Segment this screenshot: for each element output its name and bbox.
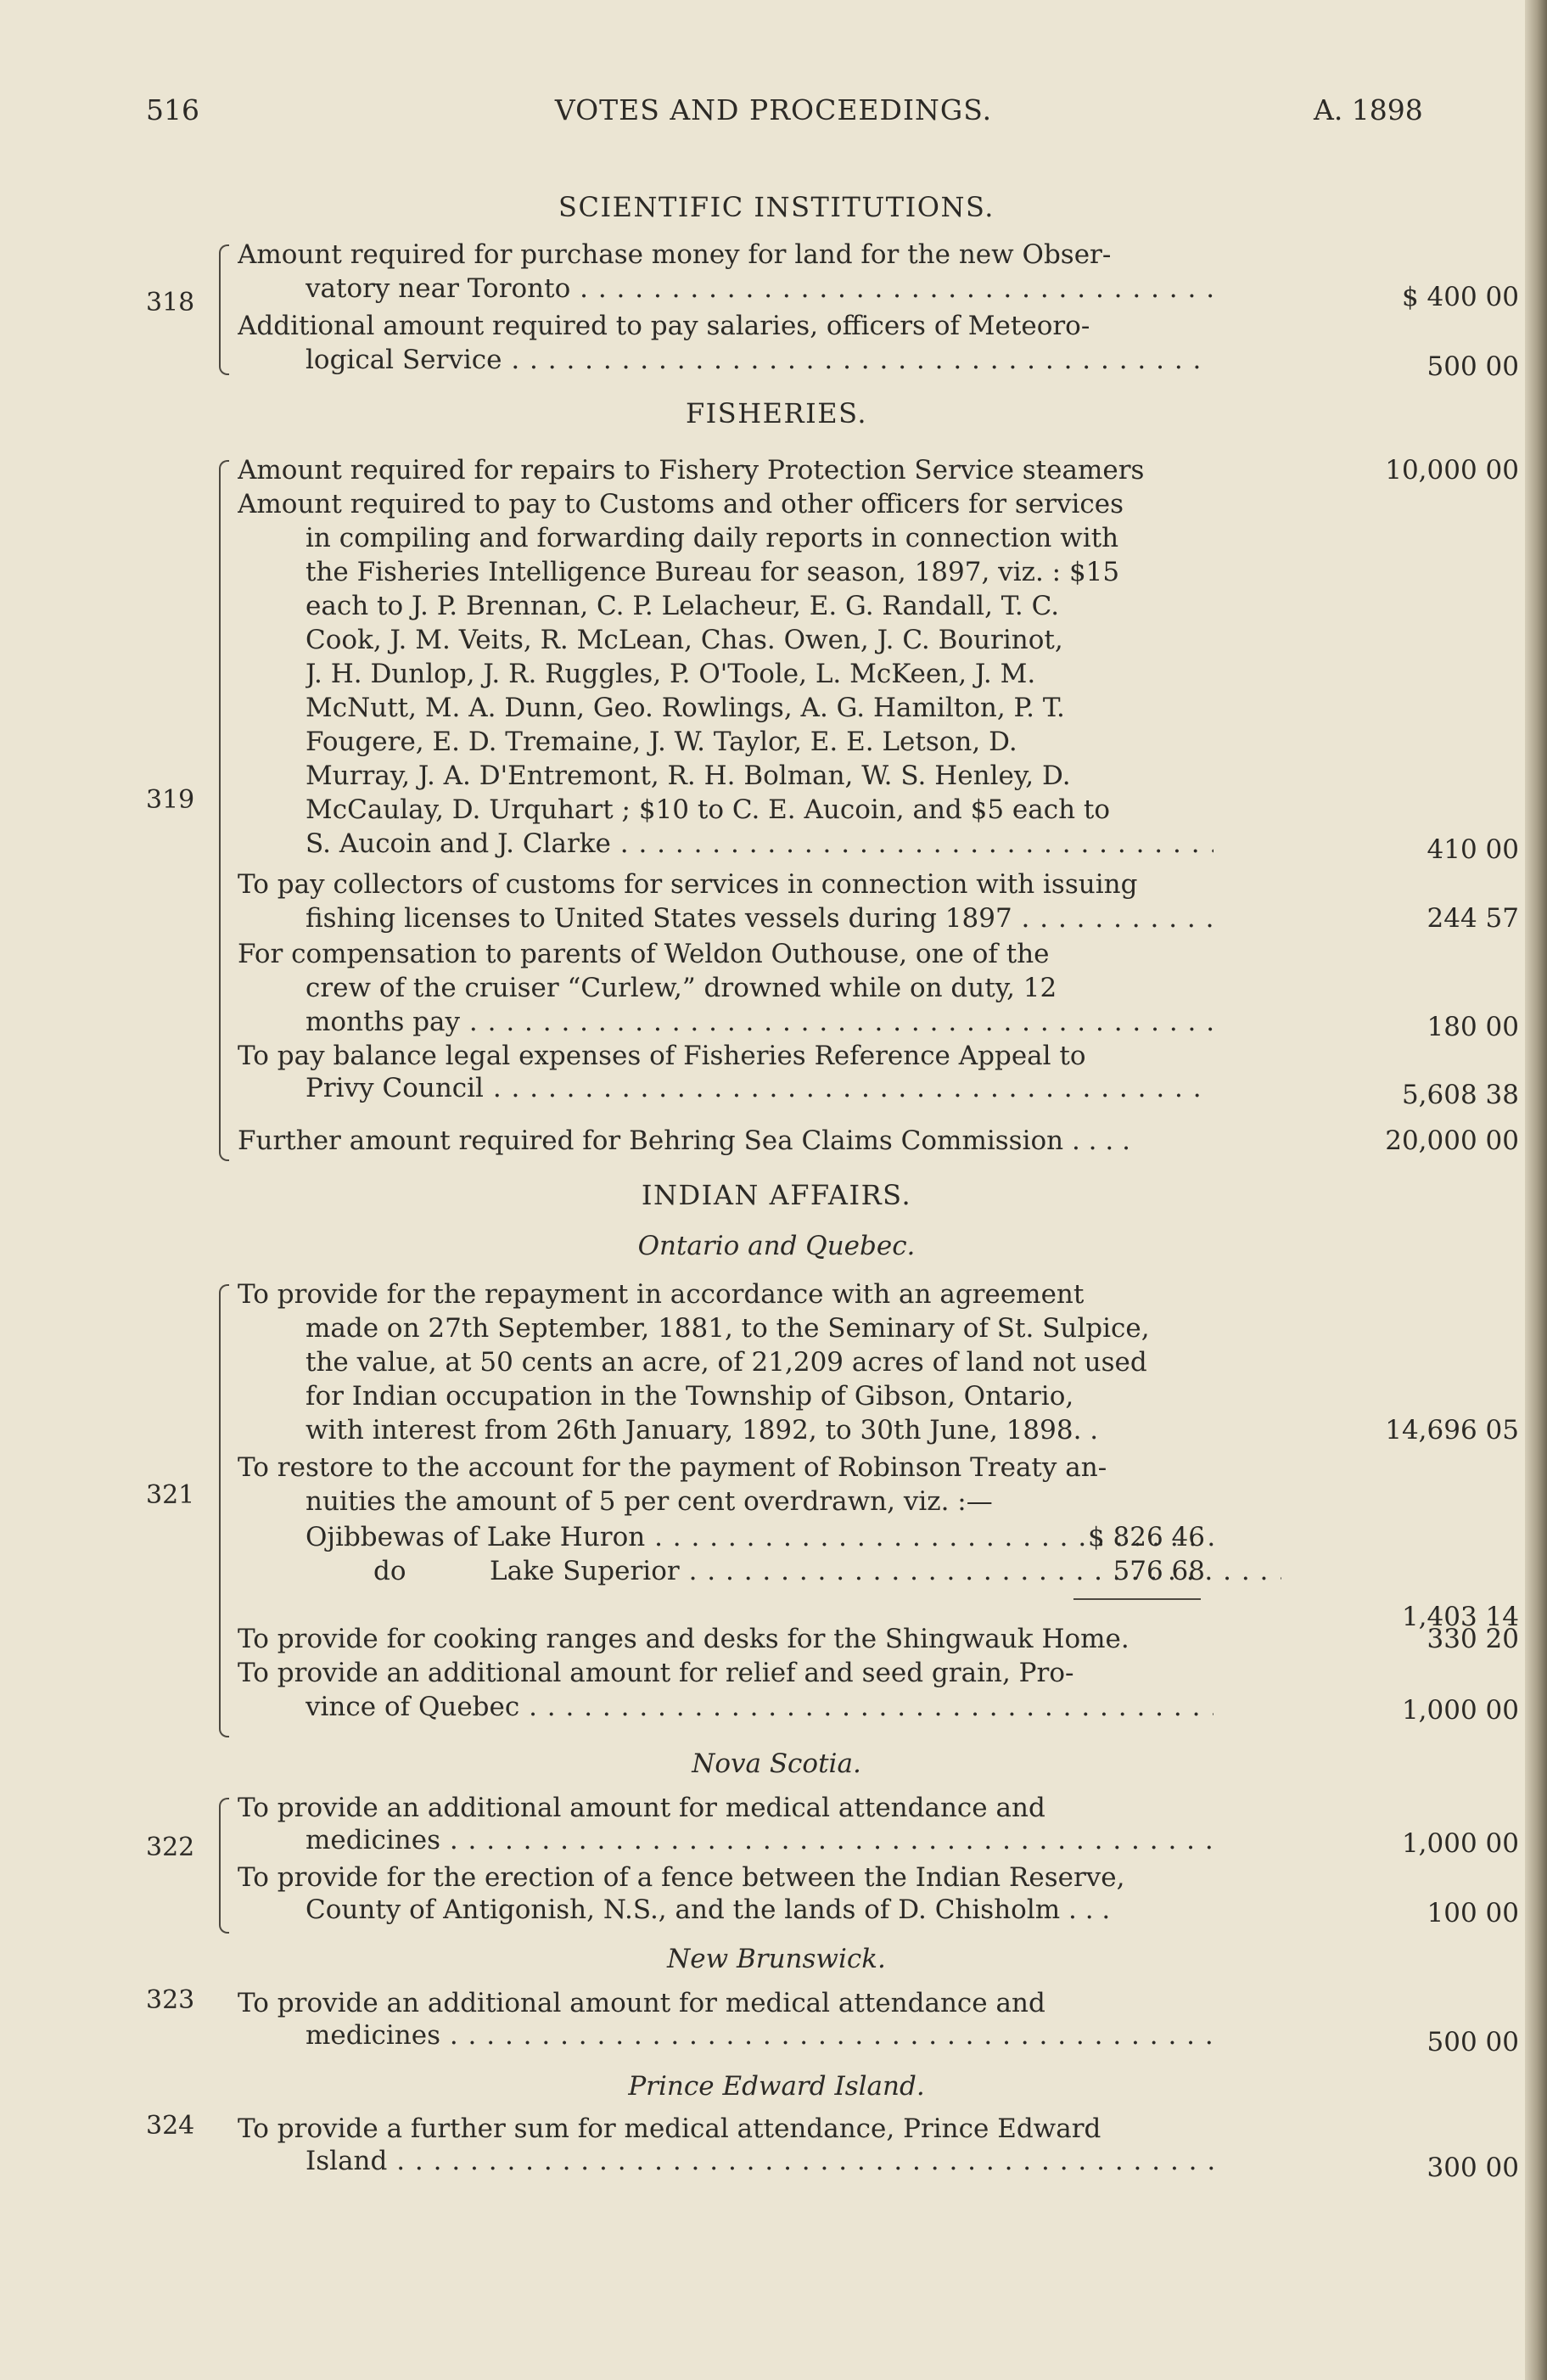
entry-amount: 10,000 00: [1385, 455, 1519, 486]
entry: [238, 453, 1527, 486]
entry: [238, 1039, 1527, 1110]
subheading-nova-scotia: Nova Scotia.: [692, 1749, 861, 1779]
entry-text: To provide for the repayment in accordance with an agreement: [238, 1279, 1085, 1310]
entry-amount: 100 00: [1426, 1898, 1519, 1928]
entry-text: vince of Quebec . . .: [305, 1690, 1213, 1724]
entry-text: Fougere, E. D. Tremaine, J. W. Taylor, E. E. Letson, D.: [305, 727, 1017, 757]
item-number: 318: [146, 288, 195, 317]
entry-text: J. H. Dunlop, J. R. Ruggles, P. O'Toole, L. McKeen, J. M.: [305, 659, 1036, 689]
entry-text: McNutt, M. A. Dunn, Geo. Rowlings, A. G. Hamilton, P. T.: [305, 693, 1065, 723]
entry-amount: 244 57: [1426, 903, 1519, 934]
entry-text: with interest from 26th January, 1892, to 30th June, 1898. .: [305, 1415, 1099, 1445]
entry-text: vatory near Toronto . . .: [305, 272, 1213, 306]
entry: [238, 1986, 1527, 2057]
entry-text: medicines . . .: [305, 1823, 1213, 1857]
entry-text: To provide for cooking ranges and desks for the Shingwauk Home.: [238, 1624, 1129, 1654]
entry-amount: 14,696 05: [1385, 1415, 1519, 1445]
entry-text: To restore to the account for the payment of Robinson Treaty an-: [238, 1452, 1107, 1483]
item-number: 323: [146, 1985, 195, 2015]
entry-amount: 180 00: [1426, 1012, 1519, 1042]
sub-entry-amount: 576 68: [1113, 1556, 1205, 1586]
entry-text: Additional amount required to pay salaries, officers of Meteoro-: [238, 311, 1090, 341]
entry-text: crew of the cruiser “Curlew,” drowned while on duty, 12: [305, 973, 1057, 1003]
entry-text: Further amount required for Behring Sea Claims Commission . . . .: [238, 1125, 1130, 1156]
entry-text: Island . . .: [305, 2144, 1213, 2178]
entry-text: Cook, J. M. Veits, R. McLean, Chas. Owen, J. C. Bourinot,: [305, 625, 1063, 655]
entry-text: To provide an additional amount for relief and seed grain, Pro-: [238, 1658, 1074, 1688]
entry-text: Privy Council . . .: [305, 1071, 1213, 1105]
sub-entry-amount: $ 826 46: [1087, 1522, 1205, 1552]
entry-text: McCaulay, D. Urquhart ; $10 to C. E. Aucoin, and $5 each to: [305, 794, 1111, 825]
entry-text: Amount required for repairs to Fishery Protection Service steamers: [238, 455, 1145, 486]
entry: [238, 487, 1527, 865]
item-bracket: [219, 460, 229, 1161]
entry-amount: 5,608 38: [1401, 1080, 1519, 1110]
entry-amount: 1,403 14: [1401, 1602, 1519, 1632]
item-bracket: [219, 1798, 229, 1934]
entry-text: each to J. P. Brennan, C. P. Lelacheur, E. G. Randall, T. C.: [305, 591, 1060, 621]
entry-amount: 330 20: [1426, 1624, 1519, 1654]
entry-text: in compiling and forwarding daily reports in connection with: [305, 523, 1119, 553]
entry-text: Amount required for purchase money for land for the new Obser-: [238, 239, 1112, 270]
section-heading-scientific: SCIENTIFIC INSTITUTIONS.: [558, 191, 995, 223]
sub-entry-text: do Lake Superior . . .: [373, 1554, 1281, 1588]
entry-text: for Indian occupation in the Township of Gibson, Ontario,: [305, 1381, 1074, 1412]
entry-amount: $ 400 00: [1401, 282, 1519, 312]
entry: [238, 1861, 1527, 1928]
page-header: [0, 93, 1547, 144]
entry-amount: 500 00: [1426, 351, 1519, 382]
subheading-ontario-quebec: Ontario and Quebec.: [637, 1231, 916, 1261]
item-number: 319: [146, 785, 195, 815]
entry-text: To provide an additional amount for medical attendance and: [238, 1988, 1045, 2018]
entry-text: To provide a further sum for medical attendance, Prince Edward: [238, 2113, 1101, 2144]
entry-text: To pay collectors of customs for services in connection with issuing: [238, 869, 1138, 900]
entry: [238, 2112, 1527, 2183]
entry: [238, 1277, 1527, 1445]
entry: [238, 937, 1527, 1042]
entry: [238, 1656, 1527, 1726]
entry: [238, 867, 1527, 934]
item-number: 324: [146, 2111, 195, 2141]
subheading-prince-edward-island: Prince Edward Island.: [628, 2071, 925, 2102]
entry-text: medicines . . .: [305, 2018, 1213, 2052]
entry-text: the Fisheries Intelligence Bureau for season, 1897, viz. : $15: [305, 557, 1120, 587]
entry: [238, 1791, 1527, 1859]
entry: [238, 1124, 1527, 1156]
entry-amount: 300 00: [1426, 2153, 1519, 2183]
subtotal-rule: [1073, 1598, 1201, 1600]
entry-amount: 20,000 00: [1385, 1125, 1519, 1156]
entry: [238, 1451, 1527, 1632]
entry-amount: 1,000 00: [1401, 1828, 1519, 1859]
running-title: VOTES AND PROCEEDINGS.: [554, 93, 993, 126]
section-heading-fisheries: FISHERIES.: [685, 397, 868, 429]
entry: [238, 309, 1527, 382]
subheading-new-brunswick: New Brunswick.: [667, 1944, 886, 1974]
entry-text: logical Service . . .: [305, 343, 1213, 377]
entry-text: County of Antigonish, N.S., and the lands of D. Chisholm . . .: [305, 1894, 1111, 1925]
page-edge: [1525, 0, 1547, 2380]
page-number: 516: [146, 93, 199, 126]
entry: [238, 238, 1527, 312]
entry-text: Amount required to pay to Customs and other officers for services: [238, 489, 1124, 519]
entry-text: months pay . . .: [305, 1005, 1213, 1039]
entry-text: made on 27th September, 1881, to the Seminary of St. Sulpice,: [305, 1313, 1150, 1344]
item-bracket: [219, 1284, 229, 1737]
item-number: 321: [146, 1480, 195, 1510]
entry-text: the value, at 50 cents an acre, of 21,209 acres of land not used: [305, 1347, 1147, 1378]
entry-text: To provide for the erection of a fence between the Indian Reserve,: [238, 1862, 1125, 1893]
entry-text: Murray, J. A. D'Entremont, R. H. Bolman, W. S. Henley, D.: [305, 761, 1071, 791]
entry-text: fishing licenses to United States vessels during 1897 . . .: [305, 901, 1213, 935]
item-bracket: [219, 244, 229, 375]
item-number: 322: [146, 1833, 195, 1862]
section-heading-indian-affairs: INDIAN AFFAIRS.: [641, 1179, 912, 1211]
entry-text: For compensation to parents of Weldon Outhouse, one of the: [238, 939, 1050, 969]
entry-text: S. Aucoin and J. Clarke . . .: [305, 827, 1213, 861]
entry-text: To provide an additional amount for medical attendance and: [238, 1793, 1045, 1823]
entry-amount: 1,000 00: [1401, 1695, 1519, 1726]
entry-amount: 500 00: [1426, 2027, 1519, 2057]
session-year: A. 1898: [1314, 93, 1423, 126]
sub-entry-text: Ojibbewas of Lake Huron . . .: [305, 1520, 1213, 1554]
entry-amount: 410 00: [1426, 834, 1519, 865]
entry-text: To pay balance legal expenses of Fisheries Reference Appeal to: [238, 1041, 1086, 1071]
entry: [238, 1622, 1527, 1654]
entry-text: nuities the amount of 5 per cent overdrawn, viz. :—: [305, 1486, 993, 1517]
